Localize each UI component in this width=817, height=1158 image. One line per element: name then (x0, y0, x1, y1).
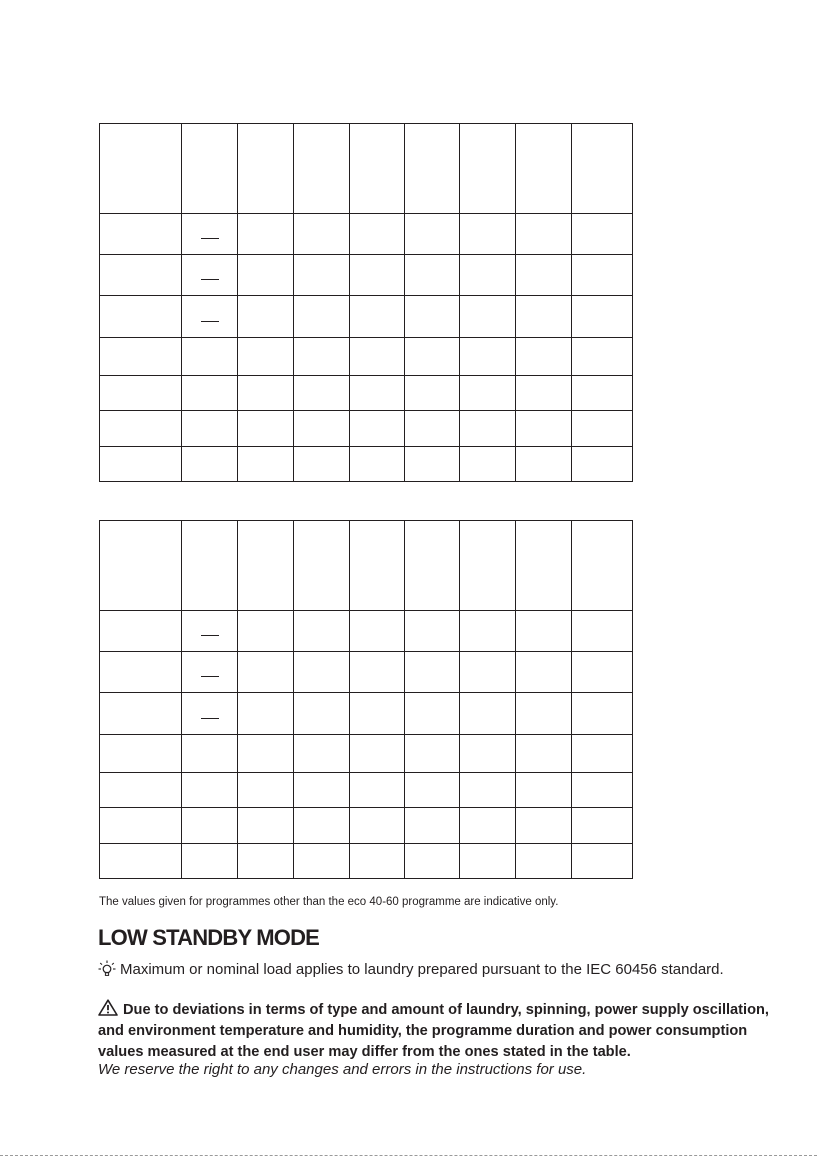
table-row (100, 844, 633, 879)
table-cell (182, 652, 238, 693)
table-cell (294, 611, 350, 652)
table-cell (572, 652, 633, 693)
load-tip-text: Maximum or nominal load applies to laundry prepared pursuant to the IEC 60456 standard. (120, 960, 724, 978)
table-cell (516, 411, 572, 447)
table-cell (182, 611, 238, 652)
table-cell (100, 338, 182, 376)
table-cell (100, 693, 182, 735)
dash-mark (201, 635, 219, 636)
table-cell (294, 735, 350, 773)
table-cell (460, 652, 516, 693)
table-cell (100, 773, 182, 808)
table-cell (238, 808, 294, 844)
table-cell (350, 255, 405, 296)
programme-table-2 (99, 520, 633, 879)
table-cell (182, 376, 238, 411)
table-row (100, 255, 633, 296)
table-cell (238, 652, 294, 693)
table-row (100, 376, 633, 411)
table-cell (572, 693, 633, 735)
table-cell (294, 338, 350, 376)
table-cell (182, 693, 238, 735)
table-cell (182, 338, 238, 376)
table-cell (572, 611, 633, 652)
warning-triangle-icon (98, 999, 118, 1016)
table-cell (405, 844, 460, 879)
table-cell (238, 338, 294, 376)
table-cell (460, 808, 516, 844)
table-cell (100, 735, 182, 773)
table-cell (405, 773, 460, 808)
table-row (100, 411, 633, 447)
table-cell (294, 124, 350, 214)
table-row (100, 296, 633, 338)
table-cell (460, 447, 516, 482)
table-cell (294, 844, 350, 879)
table-cell (516, 338, 572, 376)
table-cell (572, 521, 633, 611)
table-cell (182, 411, 238, 447)
table-cell (350, 521, 405, 611)
table-cell (100, 214, 182, 255)
table-row (100, 808, 633, 844)
table-cell (182, 773, 238, 808)
table-cell (182, 808, 238, 844)
table-cell (100, 808, 182, 844)
table-cell (572, 255, 633, 296)
table-cell (460, 611, 516, 652)
table-cell (238, 447, 294, 482)
table-cell (405, 611, 460, 652)
table-cell (182, 296, 238, 338)
table-row (100, 611, 633, 652)
table-cell (572, 214, 633, 255)
table-cell (294, 521, 350, 611)
table-row (100, 652, 633, 693)
table-cell (100, 255, 182, 296)
table-cell (405, 296, 460, 338)
table-cell (460, 411, 516, 447)
table-cell (460, 735, 516, 773)
table-cell (182, 124, 238, 214)
table-row (100, 214, 633, 255)
table-cell (238, 773, 294, 808)
reserve-rights-note: We reserve the right to any changes and errors in the instructions for use. (98, 1061, 587, 1078)
table-cell (294, 652, 350, 693)
table-cell (100, 652, 182, 693)
table-row (100, 338, 633, 376)
dash-mark (201, 676, 219, 677)
table-cell (460, 255, 516, 296)
table-cell (294, 214, 350, 255)
table-cell (182, 735, 238, 773)
table-cell (516, 447, 572, 482)
table-cell (294, 808, 350, 844)
table-cell (350, 376, 405, 411)
table-cell (100, 124, 182, 214)
table-cell (100, 447, 182, 482)
table-cell (460, 338, 516, 376)
table-cell (350, 338, 405, 376)
table-cell (238, 214, 294, 255)
table-cell (182, 214, 238, 255)
table-cell (516, 844, 572, 879)
table-cell (405, 214, 460, 255)
table-cell (100, 521, 182, 611)
table-cell (350, 611, 405, 652)
section-title: LOW STANDBY MODE (98, 925, 320, 950)
table-cell (100, 376, 182, 411)
table-cell (238, 844, 294, 879)
table-cell (572, 338, 633, 376)
table-cell (405, 652, 460, 693)
table-cell (182, 844, 238, 879)
deviation-warning (98, 999, 788, 1063)
programme-table-1 (99, 123, 633, 482)
table-cell (405, 447, 460, 482)
table-cell (460, 773, 516, 808)
table-cell (238, 255, 294, 296)
table-cell (405, 376, 460, 411)
table-cell (516, 214, 572, 255)
table-cell (182, 255, 238, 296)
table-cell (405, 411, 460, 447)
table-cell (182, 521, 238, 611)
page-bottom-divider (0, 1155, 817, 1156)
table-cell (238, 521, 294, 611)
table-cell (100, 296, 182, 338)
table-cell (238, 611, 294, 652)
table-cell (350, 124, 405, 214)
table-row (100, 735, 633, 773)
table-cell (516, 296, 572, 338)
table-cell (350, 735, 405, 773)
table-cell (572, 773, 633, 808)
table-cell (350, 693, 405, 735)
table-cell (350, 296, 405, 338)
indicative-values-note: The values given for programmes other than the eco 40-60 programme are indicative only. (99, 896, 559, 908)
table-cell (516, 652, 572, 693)
table-cell (294, 376, 350, 411)
table-row (100, 693, 633, 735)
table-cell (516, 808, 572, 844)
table-cell (294, 411, 350, 447)
table-cell (350, 447, 405, 482)
table-cell (405, 338, 460, 376)
table-cell (516, 521, 572, 611)
table-cell (572, 735, 633, 773)
table-cell (405, 808, 460, 844)
table-cell (238, 376, 294, 411)
table-cell (516, 376, 572, 411)
table-cell (460, 214, 516, 255)
table-cell (182, 447, 238, 482)
table-cell (294, 693, 350, 735)
load-tip (98, 960, 724, 978)
table-cell (460, 124, 516, 214)
table-cell (100, 611, 182, 652)
table-cell (516, 735, 572, 773)
table-cell (405, 521, 460, 611)
table-cell (460, 521, 516, 611)
table-row (100, 773, 633, 808)
table-cell (294, 773, 350, 808)
table-cell (100, 411, 182, 447)
table-cell (405, 255, 460, 296)
table-cell (516, 693, 572, 735)
table-cell (405, 735, 460, 773)
table-cell (516, 124, 572, 214)
lightbulb-icon (98, 960, 116, 978)
table-cell (572, 447, 633, 482)
table-cell (460, 376, 516, 411)
table-cell (572, 808, 633, 844)
table-cell (405, 693, 460, 735)
table-cell (350, 844, 405, 879)
dash-mark (201, 321, 219, 322)
table-cell (238, 296, 294, 338)
dash-mark (201, 238, 219, 239)
table-cell (238, 124, 294, 214)
table-cell (100, 844, 182, 879)
table-cell (238, 693, 294, 735)
table-cell (460, 844, 516, 879)
table-cell (350, 411, 405, 447)
table-cell (572, 411, 633, 447)
table-cell (294, 296, 350, 338)
table-cell (294, 447, 350, 482)
table-row (100, 124, 633, 214)
table-cell (350, 773, 405, 808)
table-cell (516, 611, 572, 652)
table-cell (572, 124, 633, 214)
table-cell (460, 296, 516, 338)
table-row (100, 521, 633, 611)
table-cell (350, 808, 405, 844)
dash-mark (201, 279, 219, 280)
table-cell (572, 844, 633, 879)
table-row (100, 447, 633, 482)
table-cell (238, 411, 294, 447)
table-cell (572, 376, 633, 411)
table-cell (516, 773, 572, 808)
dash-mark (201, 718, 219, 719)
table-cell (350, 214, 405, 255)
table-cell (294, 255, 350, 296)
table-cell (238, 735, 294, 773)
table-cell (405, 124, 460, 214)
table-cell (350, 652, 405, 693)
table-cell (516, 255, 572, 296)
deviation-warning-text: Due to deviations in terms of type and amount of laundry, spinning, power supply oscillation, and environment temperature and humidity, the programme duration and power consumption values measured at the end user may differ from the ones stated in the table. (98, 1002, 769, 1060)
table-cell (460, 693, 516, 735)
table-cell (572, 296, 633, 338)
